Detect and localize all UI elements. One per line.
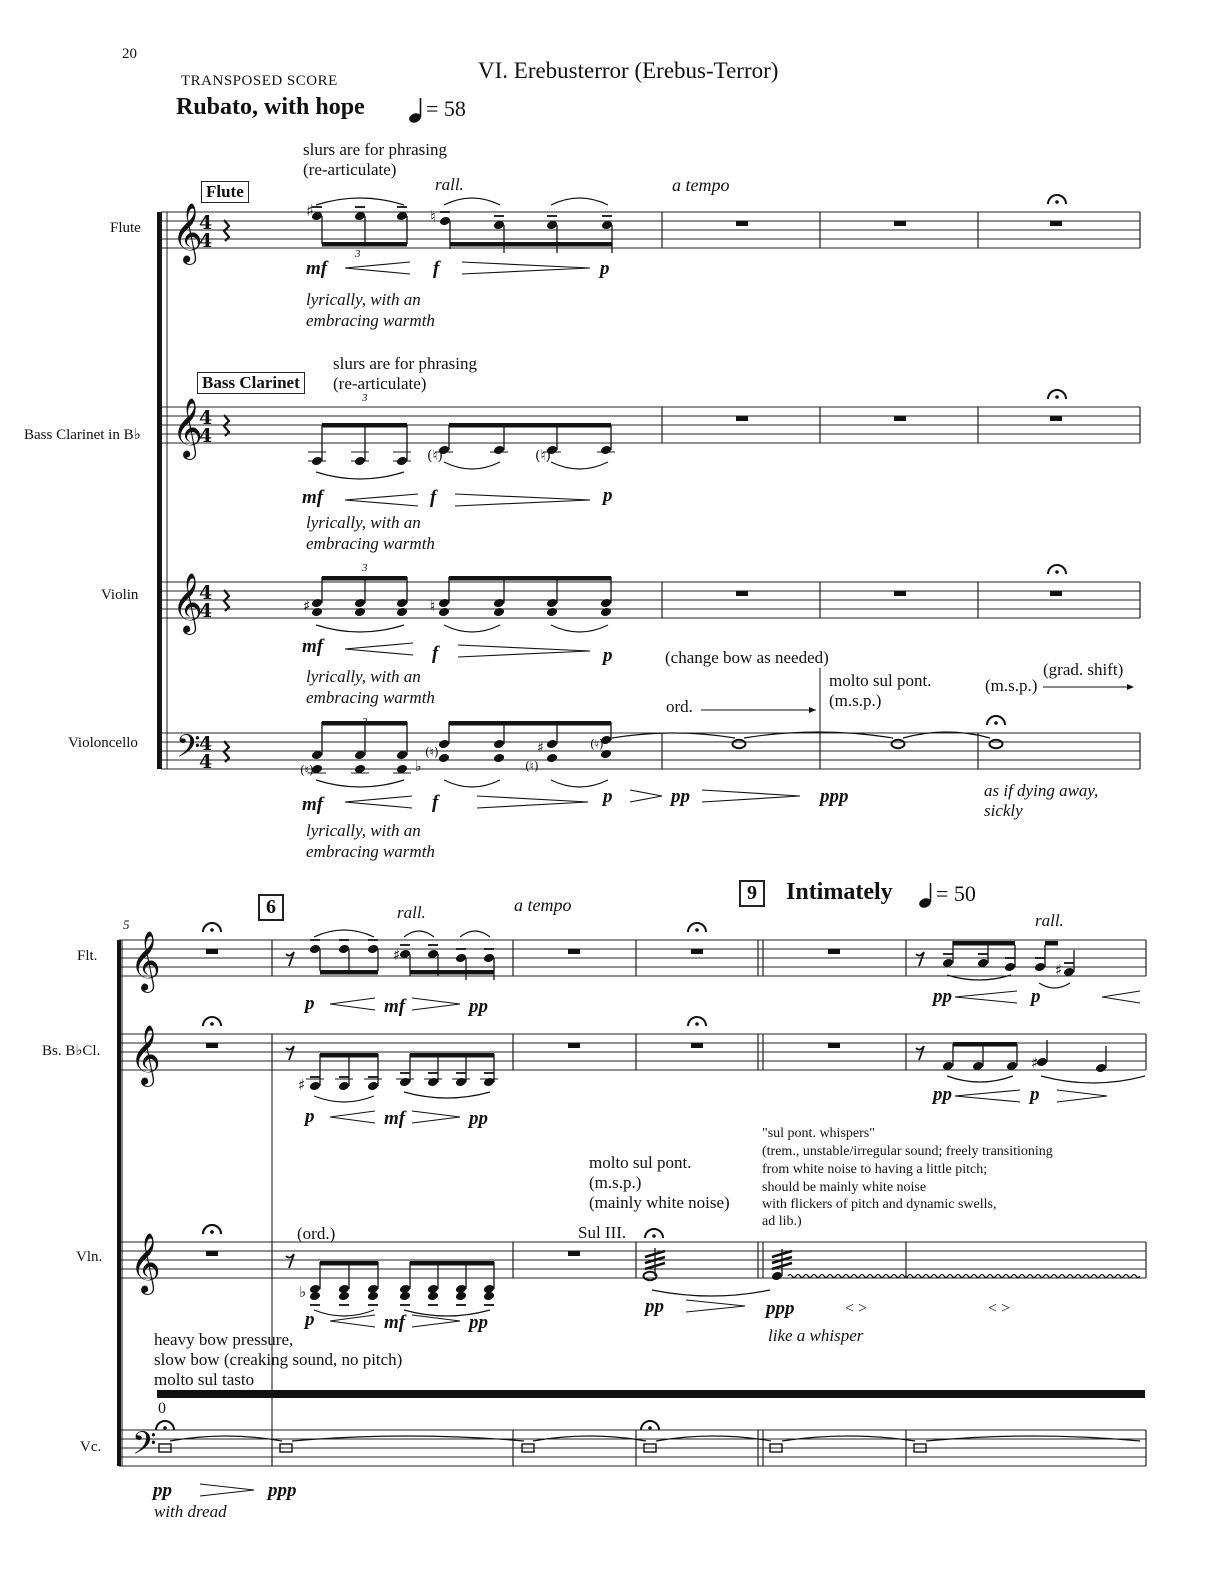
system-bracket	[117, 940, 121, 1466]
fermata-dot	[994, 721, 998, 725]
notehead	[338, 1081, 350, 1092]
triplet-flute: 3	[355, 248, 361, 260]
notehead	[493, 753, 505, 764]
slur	[1039, 983, 1070, 988]
notehead	[367, 1291, 379, 1302]
notehead	[311, 598, 323, 609]
fermata-dot	[1055, 395, 1059, 399]
slur	[316, 198, 404, 205]
notehead	[455, 953, 467, 964]
string-zero: 0	[158, 1400, 166, 1417]
crescendo-hairpin	[955, 991, 1017, 1003]
sharp-icon: ♯	[537, 740, 544, 756]
notehead	[396, 607, 408, 618]
whisper-text-6: ad lib.)	[762, 1214, 802, 1229]
beam	[953, 1042, 1017, 1047]
notehead	[493, 607, 505, 618]
treble-clef-icon: 𝄞	[172, 573, 203, 633]
rehearsal-mark-9: 9	[739, 880, 765, 907]
natural-icon: (♮)	[300, 763, 314, 777]
molto-sul-pont-1: molto sul pont.	[829, 671, 932, 690]
flat-icon: ♭	[299, 1283, 307, 1301]
whisper-text-1: "sul pont. whispers"	[762, 1126, 875, 1141]
notehead	[546, 739, 558, 750]
movement-title: VI. Erebusterror (Erebus-Terror)	[478, 58, 779, 83]
dyn-cello-p: p	[603, 786, 613, 807]
notehead	[438, 598, 450, 609]
rearticulate-flute: (re-articulate)	[303, 160, 397, 179]
arrow-head	[809, 707, 816, 713]
bass-clarinet-box-label: Bass Clarinet	[197, 372, 305, 394]
rall-2: rall.	[397, 903, 426, 922]
crescendo-hairpin	[1102, 991, 1140, 1003]
notehead	[427, 1077, 439, 1088]
short-name-violin: Vln.	[76, 1249, 103, 1265]
slur	[444, 198, 500, 205]
dyn-clarinet-p: p	[603, 485, 613, 506]
treble-clef-icon: 𝄞	[130, 1233, 161, 1293]
notehead	[399, 1291, 411, 1302]
dyn-violin-f: f	[432, 643, 439, 664]
page-number: 20	[122, 46, 137, 62]
slur	[314, 930, 374, 937]
staff-lines	[119, 212, 1146, 1466]
flat-icon: ♭	[415, 759, 422, 775]
whisper-text-5: with flickers of pitch and dynamic swells,	[762, 1197, 997, 1212]
notehead	[367, 1081, 379, 1092]
whole-note	[733, 740, 746, 748]
slur	[404, 931, 434, 937]
tempo-marking-2: Intimately	[786, 879, 893, 905]
decrescendo-hairpin	[477, 796, 588, 808]
expression-violin-2: embracing warmth	[306, 688, 435, 707]
decrescendo-hairpin	[686, 1300, 745, 1312]
beam	[320, 1261, 378, 1266]
dyn2-clar-pp-b: pp	[933, 1084, 952, 1105]
whole-rest	[736, 416, 748, 421]
time-sig-top: 4	[199, 582, 213, 604]
bass-clef-icon: 𝄢	[132, 1425, 157, 1469]
fermata-dot	[1055, 200, 1059, 204]
msp-text-1: molto sul pont.	[589, 1153, 692, 1172]
a-tempo-2: a tempo	[514, 895, 572, 915]
beam	[449, 423, 611, 428]
whole-rest	[828, 1043, 840, 1048]
short-name-flute: Flt.	[77, 948, 98, 964]
ord-paren: (ord.)	[297, 1224, 336, 1243]
crescendo-hairpin	[345, 643, 413, 655]
notehead	[483, 953, 495, 964]
notehead	[600, 445, 612, 456]
heavy-bow-3: molto sul tasto	[154, 1370, 255, 1389]
msp-short: (m.s.p.)	[985, 676, 1038, 695]
whole-rest	[736, 591, 748, 596]
rall-3: rall.	[1035, 911, 1064, 930]
eighth-rest	[286, 952, 294, 966]
expression-violin-1: lyrically, with an	[306, 667, 421, 686]
dyn2-vln-ppp: ppp	[766, 1298, 795, 1319]
fermata-dot	[1055, 570, 1059, 574]
dyn-cello-f: f	[432, 792, 439, 813]
expression-clarinet-2: embracing warmth	[306, 534, 435, 553]
notehead	[309, 944, 321, 955]
swell-2: < >	[988, 1300, 1011, 1317]
decrescendo-hairpin	[200, 1484, 254, 1496]
notehead	[311, 607, 323, 618]
decrescendo-hairpin	[412, 1315, 460, 1327]
flute-box-label: Flute	[201, 181, 249, 203]
transposed-score-label: TRANSPOSED SCORE	[181, 73, 338, 89]
expression-flute-2: embracing warmth	[306, 311, 435, 330]
whole-rest	[894, 591, 906, 596]
notehead	[354, 607, 366, 618]
decrescendo-hairpin	[702, 790, 800, 802]
notehead	[367, 944, 379, 955]
whole-rest	[1050, 221, 1062, 226]
whole-rest	[568, 1043, 580, 1048]
crescendo-hairpin	[345, 796, 412, 808]
whole-rest	[206, 1251, 218, 1256]
crescendo-hairpin	[330, 998, 375, 1010]
dyn2-flute-p: p	[305, 993, 315, 1014]
slur	[316, 780, 404, 787]
ord-marking: ord.	[666, 697, 693, 716]
heavy-bow-line	[157, 1390, 1145, 1398]
notehead	[438, 753, 450, 764]
fermata-dot	[648, 1426, 652, 1430]
time-sig-top: 4	[199, 212, 213, 234]
decrescendo-hairpin	[630, 790, 662, 802]
notehead	[483, 1291, 495, 1302]
time-sig-bottom: 4	[199, 425, 213, 447]
slur	[316, 472, 404, 479]
dyn2-vln-mf: mf	[384, 1312, 406, 1333]
notehead	[439, 216, 451, 227]
fermata-dot	[210, 928, 214, 932]
whisper-text-2: (trem., unstable/irregular sound; freely transitioning	[762, 1144, 1053, 1159]
notehead	[546, 753, 558, 764]
decrescendo-hairpin	[455, 494, 590, 506]
notehead	[309, 1291, 321, 1302]
fermata-dot	[695, 928, 699, 932]
fermata-dot	[652, 1234, 656, 1238]
beam	[322, 423, 407, 428]
dyn2-vc-ppp: ppp	[268, 1480, 297, 1501]
arrow-head	[1127, 684, 1134, 690]
dyn2-clar-p: p	[305, 1106, 315, 1127]
beam	[449, 721, 611, 726]
notehead	[1004, 962, 1016, 973]
msp-text-3: (mainly white noise)	[589, 1193, 730, 1212]
heavy-bow-2: slow bow (creaking sound, no pitch)	[154, 1350, 403, 1369]
short-name-cello: Vc.	[80, 1439, 102, 1455]
tempo-value-1: = 58	[426, 96, 466, 121]
slur	[314, 1310, 374, 1316]
whole-rest	[1050, 591, 1062, 596]
dyn2-clar-pp: pp	[469, 1108, 488, 1129]
slurs-note-clarinet: slurs are for phrasing	[333, 354, 477, 373]
dyn-flute-f: f	[433, 258, 440, 279]
dyn-clarinet-mf: mf	[302, 487, 324, 508]
time-sig-bottom: 4	[199, 600, 213, 622]
natural-icon: (♮)	[427, 448, 443, 464]
dyn2-flute-pp-b: pp	[933, 986, 952, 1007]
sharp-icon: ♯	[393, 946, 401, 964]
notation-marks	[117, 195, 1146, 1496]
beam	[322, 242, 407, 247]
notehead	[438, 607, 450, 618]
sharp-icon: ♯	[1055, 961, 1063, 979]
whisper-text-3: from white noise to having a little pitch;	[762, 1162, 988, 1177]
notehead	[438, 739, 450, 750]
notehead	[771, 1271, 783, 1282]
time-sig-top: 4	[199, 407, 213, 429]
dyn-cello-mf: mf	[302, 794, 324, 815]
whole-rest	[568, 949, 580, 954]
whole-rest	[691, 1043, 703, 1048]
whole-rest	[736, 221, 748, 226]
notehead	[455, 1291, 467, 1302]
treble-clef-icon: 𝄞	[172, 398, 203, 458]
sharp-icon: ♯	[1031, 1054, 1039, 1072]
slur	[444, 625, 500, 632]
whole-rest	[894, 221, 906, 226]
slur	[1041, 1076, 1145, 1083]
whisper-text-4: should be mainly white noise	[762, 1180, 927, 1195]
decrescendo-hairpin	[412, 1111, 460, 1123]
beam	[449, 576, 611, 581]
slur	[551, 780, 608, 787]
slurs-note-flute: slurs are for phrasing	[303, 140, 447, 159]
instrument-name-violin: Violin	[101, 587, 139, 603]
decrescendo-hairpin	[458, 645, 590, 657]
treble-clef-icon: 𝄞	[130, 1025, 161, 1085]
treble-clef-icon: 𝄞	[130, 931, 161, 991]
heavy-bow-1: heavy bow pressure,	[154, 1330, 294, 1349]
dyn-cello-ppp: ppp	[820, 786, 849, 807]
dyn-flute-mf: mf	[306, 258, 328, 279]
notehead	[600, 607, 612, 618]
whole-rest	[894, 416, 906, 421]
expression-cello-1: lyrically, with an	[306, 821, 421, 840]
notehead	[338, 944, 350, 955]
whole-rest	[206, 1043, 218, 1048]
beam	[1045, 941, 1058, 946]
notehead	[600, 598, 612, 609]
sharp-icon: ♯	[298, 1076, 306, 1094]
notehead	[399, 1077, 411, 1088]
fermata-dot	[210, 1230, 214, 1234]
beam	[322, 576, 407, 581]
fermata-dot	[695, 1022, 699, 1026]
sharp-icon: ♯	[306, 201, 314, 220]
expression-clarinet-1: lyrically, with an	[306, 513, 421, 532]
eighth-rest	[916, 1046, 924, 1060]
beam	[320, 1053, 378, 1058]
notehead	[1095, 1063, 1107, 1074]
swell-1: < >	[845, 1300, 868, 1317]
notehead	[483, 1077, 495, 1088]
slur	[444, 462, 500, 469]
time-sig-bottom: 4	[199, 751, 213, 773]
rearticulate-clarinet: (re-articulate)	[333, 374, 427, 393]
slur	[612, 733, 735, 738]
beam	[410, 970, 494, 975]
beam	[410, 1053, 494, 1058]
slur	[404, 1092, 490, 1098]
dyn-flute-p: p	[600, 258, 610, 279]
with-dread: with dread	[154, 1502, 227, 1521]
dyn-violin-p: p	[603, 645, 613, 666]
time-sig-top: 4	[199, 733, 213, 755]
eighth-rest	[916, 952, 924, 966]
beam	[953, 941, 1015, 946]
eighth-rest	[286, 1254, 294, 1268]
slur	[314, 1096, 374, 1102]
instrument-name-bass-clarinet: Bass Clarinet in B♭	[24, 427, 141, 443]
dyn2-vln-p: p	[305, 1309, 315, 1330]
beam	[320, 970, 378, 975]
dyn2-clar-mf: mf	[384, 1108, 406, 1129]
dyn2-flute-pp: pp	[469, 996, 488, 1017]
dyn2-vc-pp: pp	[153, 1480, 172, 1501]
beam	[322, 721, 407, 726]
dyn2-flute-p-b: p	[1031, 986, 1041, 1007]
dying-away-2: sickly	[984, 801, 1023, 820]
rall-1: rall.	[435, 175, 464, 194]
eighth-rest	[286, 1046, 294, 1060]
tempo-value-2: = 50	[936, 881, 976, 906]
beam	[410, 1261, 494, 1266]
slur	[551, 198, 608, 205]
decrescendo-hairpin	[462, 262, 590, 274]
crescendo-hairpin	[955, 1090, 1020, 1102]
crescendo-hairpin	[330, 1315, 375, 1327]
notehead	[338, 1291, 350, 1302]
natural-icon: (♮)	[425, 745, 439, 759]
whole-note	[892, 740, 905, 748]
dyn-clarinet-f: f	[430, 487, 437, 508]
crescendo-hairpin	[345, 262, 410, 274]
dyn2-vln-pp-b: pp	[645, 1296, 664, 1317]
slur	[316, 625, 404, 632]
notehead	[354, 598, 366, 609]
notehead	[427, 1291, 439, 1302]
notehead	[493, 598, 505, 609]
grad-shift: (grad. shift)	[1043, 660, 1124, 679]
fermata-dot	[210, 1022, 214, 1026]
expression-cello-2: embracing warmth	[306, 842, 435, 861]
beam	[450, 242, 612, 247]
sharp-icon: ♯	[303, 597, 311, 615]
dyn-violin-mf: mf	[302, 636, 324, 657]
tempo-marking-1: Rubato, with hope	[176, 94, 365, 120]
bass-clef-icon: 𝄢	[176, 728, 201, 772]
slur	[444, 780, 500, 787]
msp-text-2: (m.s.p.)	[589, 1173, 642, 1192]
whole-rest	[206, 949, 218, 954]
whole-rest	[828, 949, 840, 954]
like-a-whisper: like a whisper	[768, 1326, 864, 1345]
short-name-clarinet: Bs. B♭Cl.	[42, 1043, 101, 1059]
natural-icon: ♮	[430, 207, 436, 226]
a-tempo-1: a tempo	[672, 175, 730, 195]
dyn2-flute-mf: mf	[384, 996, 406, 1017]
slur	[947, 1076, 1013, 1082]
slur	[652, 1290, 770, 1296]
expression-flute-1: lyrically, with an	[306, 290, 421, 309]
notehead	[546, 598, 558, 609]
msp-paren-1: (m.s.p.)	[829, 691, 882, 710]
natural-icon: ♮	[430, 597, 436, 615]
decrescendo-hairpin	[1057, 1090, 1107, 1102]
rehearsal-mark-6: 6	[258, 894, 284, 921]
notehead	[396, 598, 408, 609]
dyn2-clar-p-b: p	[1030, 1084, 1040, 1105]
instrument-name-flute: Flute	[110, 220, 141, 236]
natural-icon: (♮)	[535, 448, 551, 464]
whole-rest	[1050, 416, 1062, 421]
natural-icon: (♮)	[590, 737, 604, 751]
change-bow-note: (change bow as needed)	[665, 648, 829, 667]
triplet-clarinet: 3	[362, 392, 368, 404]
notehead	[493, 739, 505, 750]
triplet-violin: 3	[362, 562, 368, 574]
notehead	[493, 445, 505, 456]
treble-clef-icon: 𝄞	[172, 203, 203, 263]
natural-icon: (♮)	[525, 759, 539, 773]
measure-number-5: 5	[123, 917, 130, 932]
dying-away-1: as if dying away,	[984, 781, 1099, 800]
whole-rest	[568, 1251, 580, 1256]
whole-rest	[691, 949, 703, 954]
crescendo-hairpin	[330, 1111, 375, 1123]
notehead	[1034, 962, 1046, 973]
slur	[551, 625, 608, 632]
fermata-dot	[163, 1426, 167, 1430]
notehead	[309, 1081, 321, 1092]
sul-iii: Sul III.	[578, 1223, 627, 1242]
instrument-name-cello: Violoncello	[68, 735, 138, 751]
notehead	[455, 1077, 467, 1088]
whole-note	[990, 740, 1003, 748]
notehead	[546, 607, 558, 618]
decrescendo-hairpin	[412, 998, 460, 1010]
wavy-line	[788, 1275, 1140, 1278]
crescendo-hairpin	[345, 494, 418, 506]
time-sig-bottom: 4	[199, 230, 213, 252]
slur	[551, 462, 608, 469]
dyn-cello-pp: pp	[671, 786, 690, 807]
dyn2-vln-pp: pp	[469, 1312, 488, 1333]
slur	[460, 931, 490, 937]
